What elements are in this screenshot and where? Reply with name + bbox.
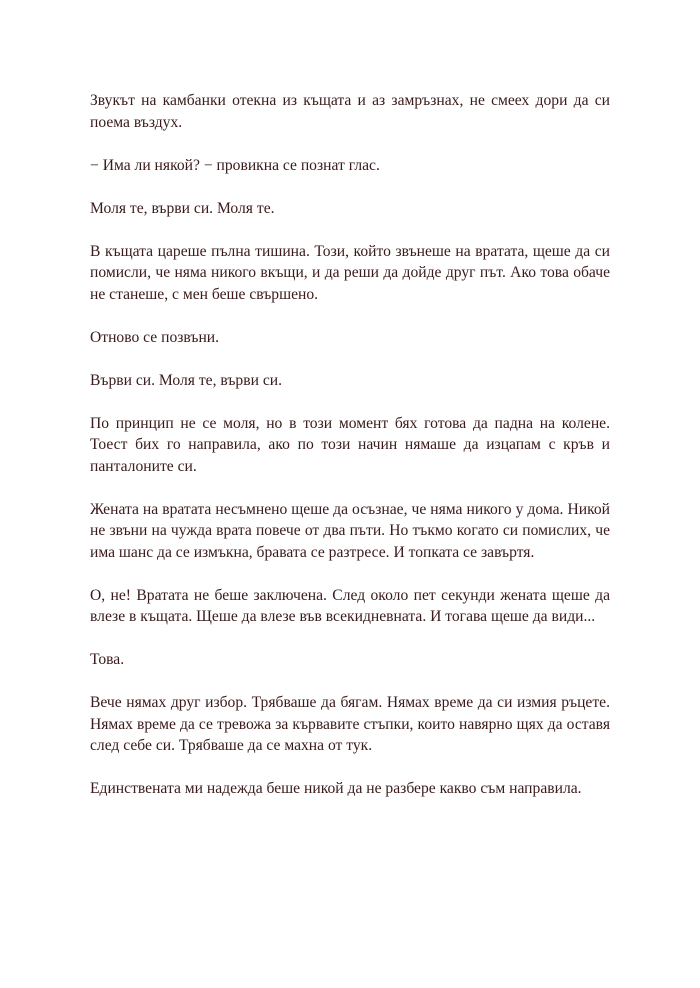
paragraph: О, не! Вратата не беше заключена. След около пет секунди жената щеше да влезе в къщата. Щеше да влезе във всекидневната. И тогава щеше да види... <box>90 586 610 625</box>
paragraph: Жената на вратата несъмнено щеше да осъзнае, че няма никого у дома. Никой не звъни на чужда врата повече от два пъти. Но тъкмо когато си помислих, че има шанс да се измъкна, бравата се разтресе. И топката се завъртя. <box>90 500 610 561</box>
paragraph: Моля те, върви си. Моля те. <box>90 199 275 217</box>
paragraph: Отново се позвъни. <box>90 328 220 346</box>
paragraph: По принцип не се моля, но в този момент бях готова да падна на колене. Тоест бих го направила, ако по този начин нямаше да изцапам с кръв и панталоните си. <box>90 414 610 475</box>
paragraph: − Има ли някой? − провикна се познат глас. <box>90 156 380 174</box>
paragraph: Това. <box>90 651 125 668</box>
paragraph: В къщата цареше пълна тишина. Този, който звънеше на вратата, щеше да си помисли, че няма никого вкъщи, и да реши да дойде друг път. Ако това обаче не станеше, с мен беше свършено. <box>90 242 610 303</box>
paragraph: Вече нямах друг избор. Трябваше да бягам. Нямах време да си измия ръцете. Нямах време да се тревожа за кървавите стъпки, които навярно щях да оставя след себе си. Трябваше да се махна от тук. <box>90 694 610 754</box>
paragraph: Единствената ми надежда беше никой да не разбере какво съм направила. <box>90 780 582 797</box>
text-body <box>90 90 610 821</box>
paragraph: Върви си. Моля те, върви си. <box>90 371 282 389</box>
paragraph: Звукът на камбанки отекна из къщата и аз замръзнах, не смеех дори да си поема въздух. <box>90 92 610 131</box>
